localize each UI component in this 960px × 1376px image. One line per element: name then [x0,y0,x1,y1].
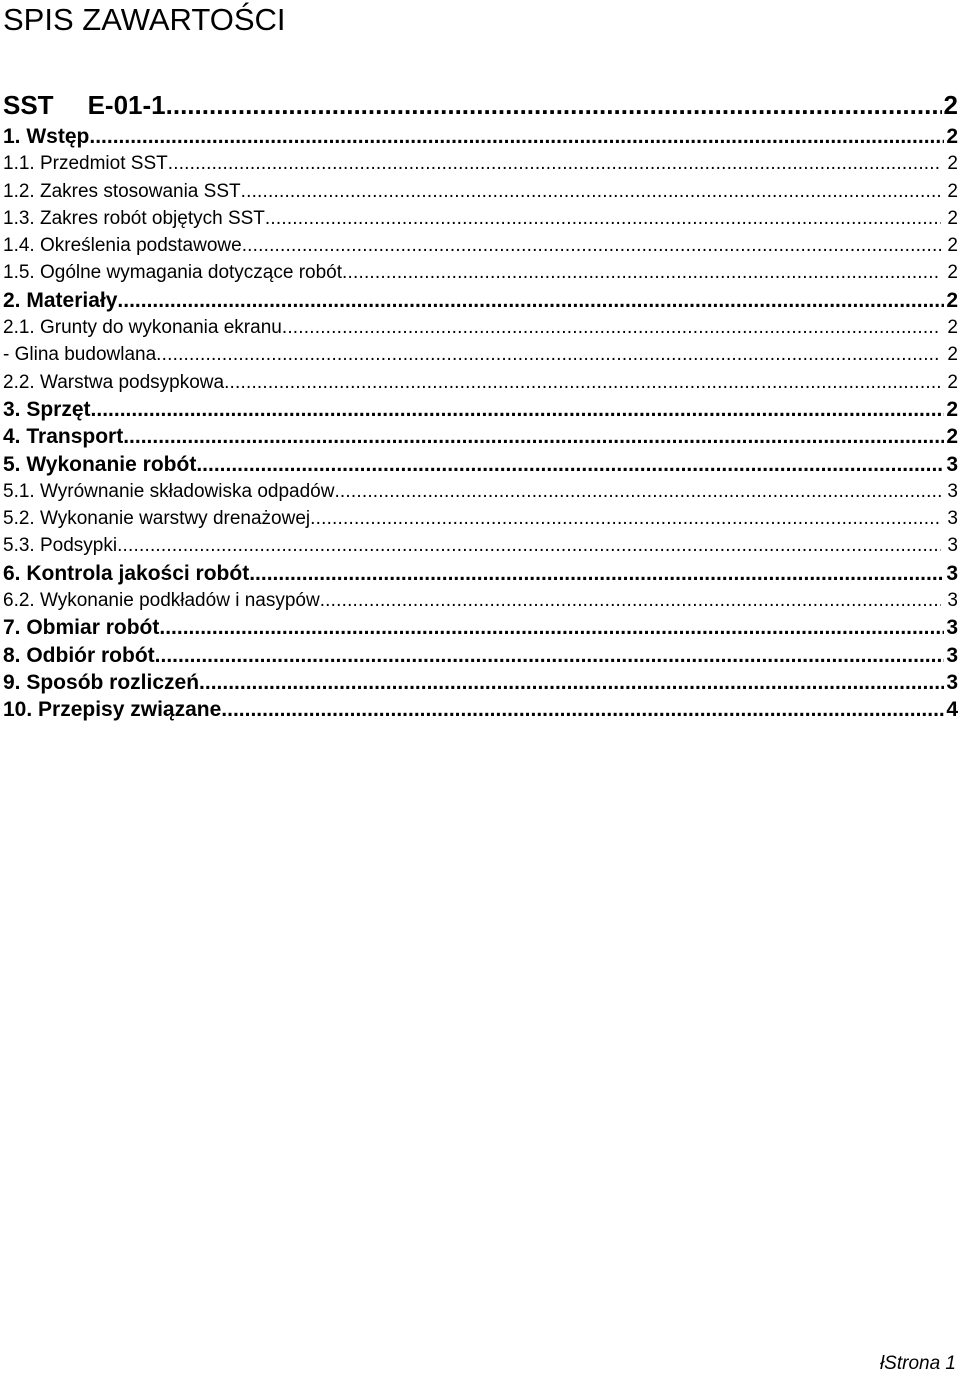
table-of-contents [3,88,958,724]
toc-entry-7[interactable] [3,614,958,641]
toc-entry-label: 8. Odbiór robót [3,643,155,667]
toc-page-number: 3 [947,535,958,557]
toc-page-number: 2 [946,288,958,312]
toc-dot-leader [196,451,944,478]
toc-entry-1-4[interactable] [3,232,958,259]
toc-page-number: 2 [947,153,958,175]
toc-page-number: 2 [947,317,958,339]
toc-entry-label: 2.2. Warstwa podsypkowa [3,371,225,393]
toc-dot-leader [282,314,942,341]
toc-dot-leader [168,150,942,177]
toc-entry-3[interactable] [3,396,958,423]
toc-dot-leader [117,287,944,314]
toc-entry-1-5[interactable] [3,259,958,286]
toc-entry-label: 3. Sprzęt [3,397,91,421]
toc-entry-2-1[interactable] [3,314,958,341]
toc-dot-leader [242,232,942,259]
toc-entry-label: 5.2. Wykonanie warstwy drenażowej [3,508,311,530]
toc-entry-sst[interactable] [3,88,958,123]
toc-page-number: 2 [947,207,958,229]
toc-dot-leader [310,505,941,532]
toc-page-number: 2 [946,425,958,449]
page-footer: łStrona 1 [879,1353,956,1374]
toc-dot-leader [89,123,944,150]
toc-entry-label: 6.2. Wykonanie podkładów i nasypów [3,590,320,612]
toc-page-number: 3 [946,616,958,640]
toc-entry-label: 2.1. Grunty do wykonania ekranu [3,317,282,339]
toc-entry-1[interactable] [3,123,958,150]
toc-entry-label: 1.3. Zakres robót objętych SST [3,207,265,229]
toc-entry-2-2[interactable] [3,369,958,396]
toc-entry-label: 9. Sposób rozliczeń [3,670,200,694]
toc-entry-label: - Glina budowlana [3,344,157,366]
toc-entry-1-3[interactable] [3,205,958,232]
toc-entry-label: 1. Wstęp [3,125,90,148]
toc-entry-1-2[interactable] [3,178,958,205]
toc-entry-glina[interactable] [3,341,958,368]
toc-dot-leader [155,642,945,669]
toc-dot-leader [117,532,941,559]
toc-dot-leader [156,341,941,368]
toc-dot-leader [221,696,944,723]
toc-entry-label: 5. Wykonanie robót [3,452,197,476]
toc-dot-leader [159,614,944,641]
toc-page-number: 2 [947,344,958,366]
toc-page-number: 3 [947,480,958,502]
toc-dot-leader [224,369,941,396]
toc-entry-label: 2. Materiały [3,288,118,312]
toc-dot-leader [320,587,942,614]
toc-entry-label: 4. Transport [3,425,124,449]
toc-entry-label: 10. Przepisy związane [3,698,222,722]
toc-page-number: 2 [947,180,958,202]
toc-dot-leader [199,669,944,696]
toc-dot-leader [265,205,942,232]
toc-dot-leader [166,88,942,123]
toc-entry-label: 6. Kontrola jakości robót [3,561,250,585]
toc-entry-label: 7. Obmiar robót [3,616,160,640]
toc-page-number: 3 [946,561,958,585]
toc-page-number: 2 [947,371,958,393]
toc-dot-leader [241,178,942,205]
toc-dot-leader [342,259,941,286]
toc-entry-label: 5.1. Wyrównanie składowiska odpadów [3,480,335,502]
toc-entry-label: 5.3. Podsypki [3,535,118,557]
toc-page-number: 3 [946,452,958,476]
page-title: SPIS ZAWARTOŚCI [3,2,286,37]
toc-entry-5-1[interactable] [3,478,958,505]
toc-entry-label: 1.4. Określenia podstawowe [3,235,242,257]
toc-page-number: 3 [947,590,958,612]
toc-entry-label: SST E-01-1 [3,90,166,120]
toc-entry-1-1[interactable] [3,150,958,177]
toc-dot-leader [123,423,944,450]
toc-page-number: 3 [947,508,958,530]
toc-entry-label: 1.5. Ogólne wymagania dotyczące robót [3,262,343,284]
toc-entry-label: 1.2. Zakres stosowania SST [3,180,241,202]
toc-entry-5-2[interactable] [3,505,958,532]
toc-entry-2[interactable] [3,287,958,314]
toc-entry-6-2[interactable] [3,587,958,614]
toc-entry-9[interactable] [3,669,958,696]
toc-entry-5-3[interactable] [3,532,958,559]
toc-entry-5[interactable] [3,451,958,478]
toc-entry-label: 1.1. Przedmiot SST [3,153,168,175]
toc-entry-8[interactable] [3,642,958,669]
toc-entry-4[interactable] [3,423,958,450]
toc-page-number: 2 [947,262,958,284]
toc-entry-6[interactable] [3,560,958,587]
toc-page-number: 2 [943,90,958,120]
toc-page-number: 2 [946,125,958,148]
toc-page-number: 3 [946,670,958,694]
toc-entry-10[interactable] [3,696,958,723]
toc-page-number: 2 [946,397,958,421]
toc-dot-leader [249,560,944,587]
toc-page-number: 2 [947,235,958,257]
toc-dot-leader [91,396,945,423]
toc-page-number: 3 [946,643,958,667]
toc-page-number: 4 [946,698,958,722]
toc-dot-leader [334,478,941,505]
